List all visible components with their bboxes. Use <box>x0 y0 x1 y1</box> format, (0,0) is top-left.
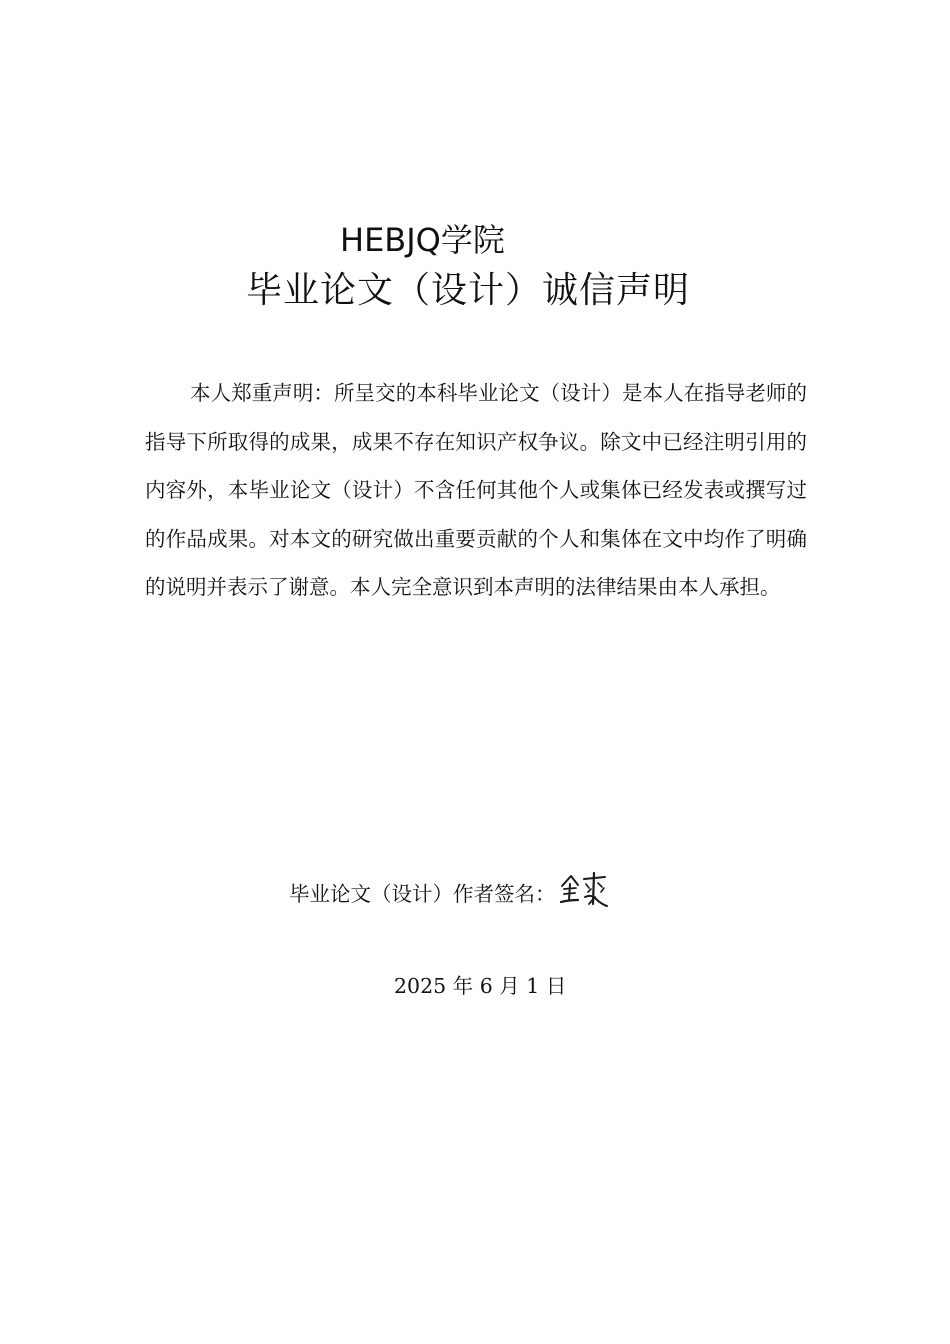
signature-date: 2025 年 6 月 1 日 <box>394 974 567 998</box>
handwritten-signature <box>558 870 610 910</box>
integrity-statement: 本人郑重声明：所呈交的本科毕业论文（设计）是本人在指导老师的指导下所取得的成果，成果不存在知识产权争议。除文中已经注明引用的内容外，本毕业论文（设计）不含任何其他个人或集体已经发表或撰写过的作品成果。对本文的研究做出重要贡献的个人和集体在文中均作了明确的说明并表示了谢意。本人完全意识到本声明的法律结果由本人承担。 <box>145 381 807 600</box>
signature-label: 毕业论文（设计）作者签名： <box>289 882 556 906</box>
signature-row <box>289 872 610 916</box>
institution-name: HEBJQ学院 <box>340 221 505 259</box>
document-title: 毕业论文（设计）诚信声明 <box>246 270 691 311</box>
